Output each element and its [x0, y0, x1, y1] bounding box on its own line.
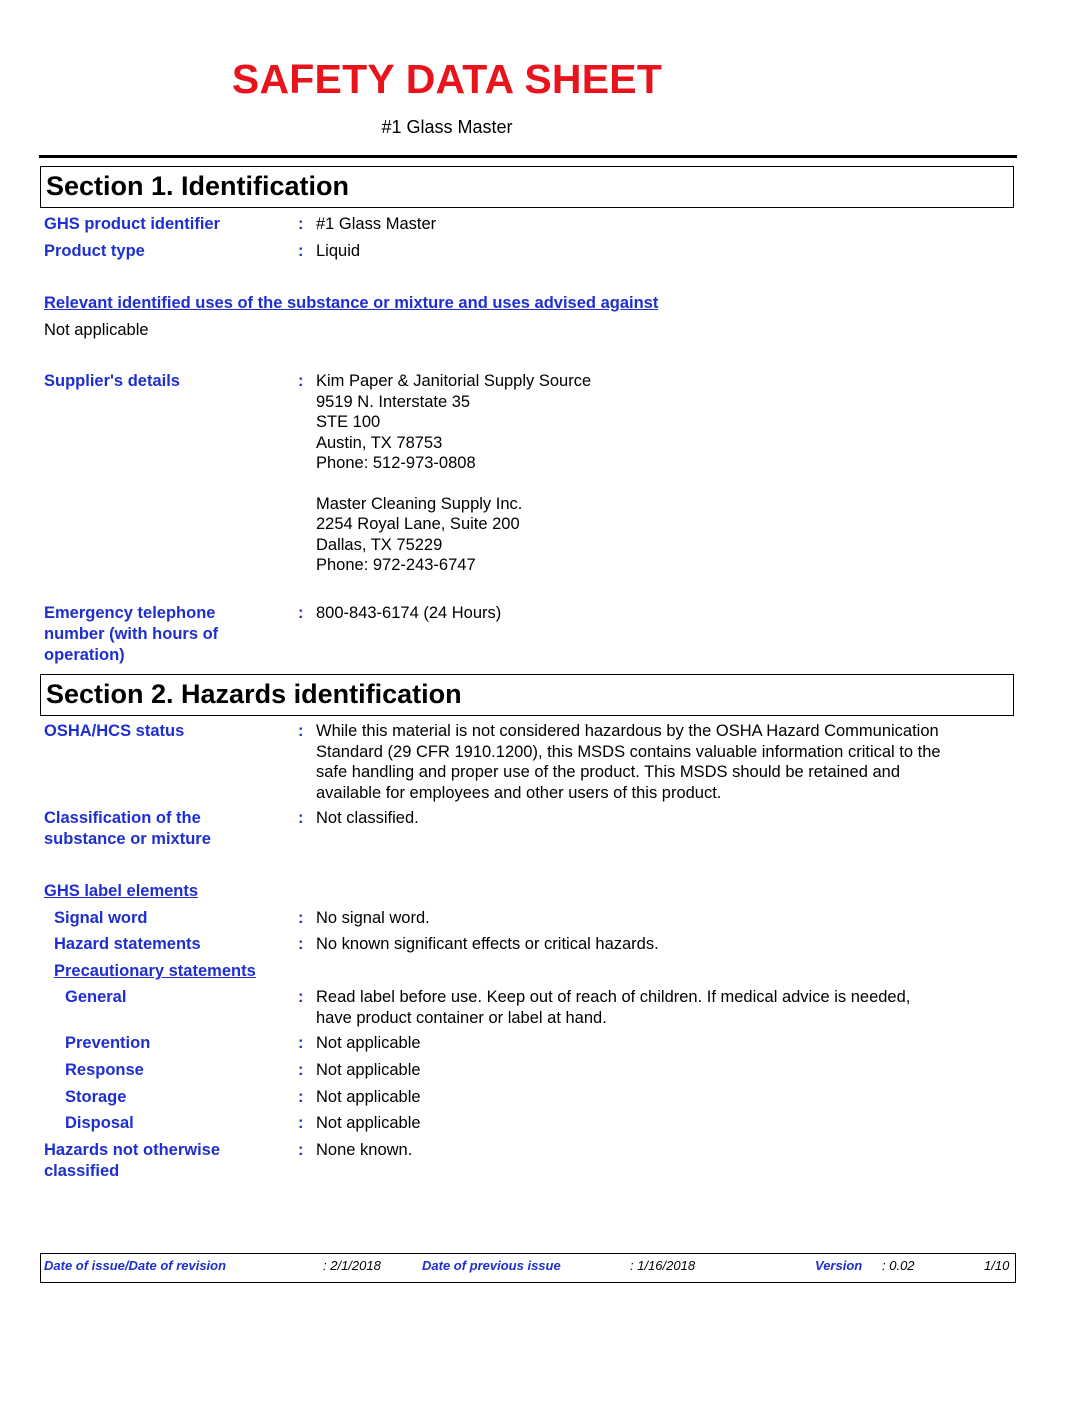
- osha-line: available for employees and other users of this product.: [316, 783, 722, 802]
- colon: :: [298, 1034, 304, 1052]
- colon: :: [298, 809, 304, 827]
- suppliers-details-label: Supplier's details: [44, 372, 180, 390]
- supplier-spacer: [316, 474, 1006, 494]
- precautionary-statements-heading: Precautionary statements: [54, 962, 256, 980]
- ghs-product-identifier-label: GHS product identifier: [44, 215, 221, 233]
- classification-label: [44, 808, 211, 850]
- version-value: : 0.02: [882, 1258, 915, 1273]
- supplier-line: Master Cleaning Supply Inc.: [316, 494, 523, 513]
- ghs-product-identifier-value: #1 Glass Master: [316, 215, 437, 233]
- section-1-header: Section 1. Identification: [40, 166, 1014, 208]
- supplier-line: Kim Paper & Janitorial Supply Source: [316, 372, 592, 390]
- colon: :: [298, 372, 304, 390]
- osha-line: Standard (29 CFR 1910.1200), this MSDS contains valuable information critical to the: [316, 742, 941, 761]
- supplier-line: Dallas, TX 75229: [316, 535, 443, 554]
- date-of-issue-value: : 2/1/2018: [323, 1258, 381, 1273]
- version-label: Version: [815, 1258, 863, 1273]
- page-number: 1/10: [984, 1258, 1010, 1273]
- colon: :: [298, 935, 304, 953]
- classification-value: Not classified.: [316, 809, 419, 827]
- signal-word-label: Signal word: [54, 909, 148, 927]
- response-label: Response: [65, 1061, 144, 1079]
- storage-label: Storage: [65, 1088, 127, 1106]
- suppliers-details-block: [316, 371, 1006, 576]
- section-2-header: Section 2. Hazards identification: [40, 674, 1014, 716]
- general-line: have product container or label at hand.: [316, 1008, 607, 1027]
- osha-hcs-status-label: OSHA/HCS status: [44, 722, 185, 740]
- supplier-line: 9519 N. Interstate 35: [316, 392, 471, 411]
- hazard-statements-value: No known significant effects or critical hazards.: [316, 935, 659, 953]
- colon: :: [298, 1088, 304, 1106]
- storage-value: Not applicable: [316, 1088, 421, 1106]
- colon: :: [298, 215, 304, 233]
- prevention-value: Not applicable: [316, 1034, 421, 1052]
- colon: :: [298, 1114, 304, 1132]
- supplier-line: Austin, TX 78753: [316, 433, 443, 452]
- colon: :: [298, 909, 304, 927]
- general-line: Read label before use. Keep out of reach of children. If medical advice is needed,: [316, 988, 911, 1006]
- hazards-not-otherwise-classified-value: None known.: [316, 1141, 413, 1159]
- label-line: classified: [44, 1162, 120, 1180]
- label-line: operation): [44, 646, 125, 664]
- osha-line: While this material is not considered hazardous by the OSHA Hazard Communication: [316, 722, 939, 740]
- colon: :: [298, 722, 304, 740]
- hazards-not-otherwise-classified-label: [44, 1140, 220, 1182]
- label-line: number (with hours of: [44, 625, 219, 643]
- label-line: substance or mixture: [44, 830, 211, 848]
- colon: :: [298, 1141, 304, 1159]
- relevant-uses-value: Not applicable: [44, 321, 149, 339]
- label-line: Emergency telephone: [44, 604, 216, 622]
- supplier-line: STE 100: [316, 413, 381, 431]
- date-of-previous-issue-label: Date of previous issue: [422, 1258, 561, 1273]
- general-value: [316, 987, 1006, 1028]
- general-label: General: [65, 988, 127, 1006]
- header-rule: [39, 155, 1017, 158]
- date-of-previous-issue-value: : 1/16/2018: [630, 1258, 696, 1273]
- signal-word-value: No signal word.: [316, 909, 430, 927]
- colon: :: [298, 988, 304, 1006]
- response-value: Not applicable: [316, 1061, 421, 1079]
- document-title: SAFETY DATA SHEET: [231, 56, 663, 102]
- colon: :: [298, 604, 304, 622]
- prevention-label: Prevention: [65, 1034, 151, 1052]
- disposal-label: Disposal: [65, 1114, 134, 1132]
- ghs-label-elements-heading: GHS label elements: [44, 882, 199, 900]
- product-type-value: Liquid: [316, 242, 361, 260]
- product-name: #1 Glass Master: [381, 117, 513, 137]
- supplier-line: 2254 Royal Lane, Suite 200: [316, 515, 520, 533]
- colon: :: [298, 242, 304, 260]
- osha-line: safe handling and proper use of the product. This MSDS should be retained and: [316, 763, 900, 781]
- date-of-issue-label: Date of issue/Date of revision: [44, 1258, 227, 1273]
- label-line: Classification of the: [44, 809, 201, 827]
- disposal-value: Not applicable: [316, 1114, 421, 1132]
- colon: :: [298, 1061, 304, 1079]
- supplier-line: Phone: 972-243-6747: [316, 556, 476, 574]
- emergency-telephone-value: 800-843-6174 (24 Hours): [316, 604, 502, 622]
- label-line: Hazards not otherwise: [44, 1141, 221, 1159]
- osha-hcs-status-value: [316, 721, 1006, 803]
- hazard-statements-label: Hazard statements: [54, 935, 201, 953]
- relevant-uses-heading: Relevant identified uses of the substance or mixture and uses advised against: [44, 294, 659, 312]
- supplier-line: Phone: 512-973-0808: [316, 454, 476, 472]
- product-type-label: Product type: [44, 242, 145, 260]
- emergency-telephone-label: [44, 603, 218, 666]
